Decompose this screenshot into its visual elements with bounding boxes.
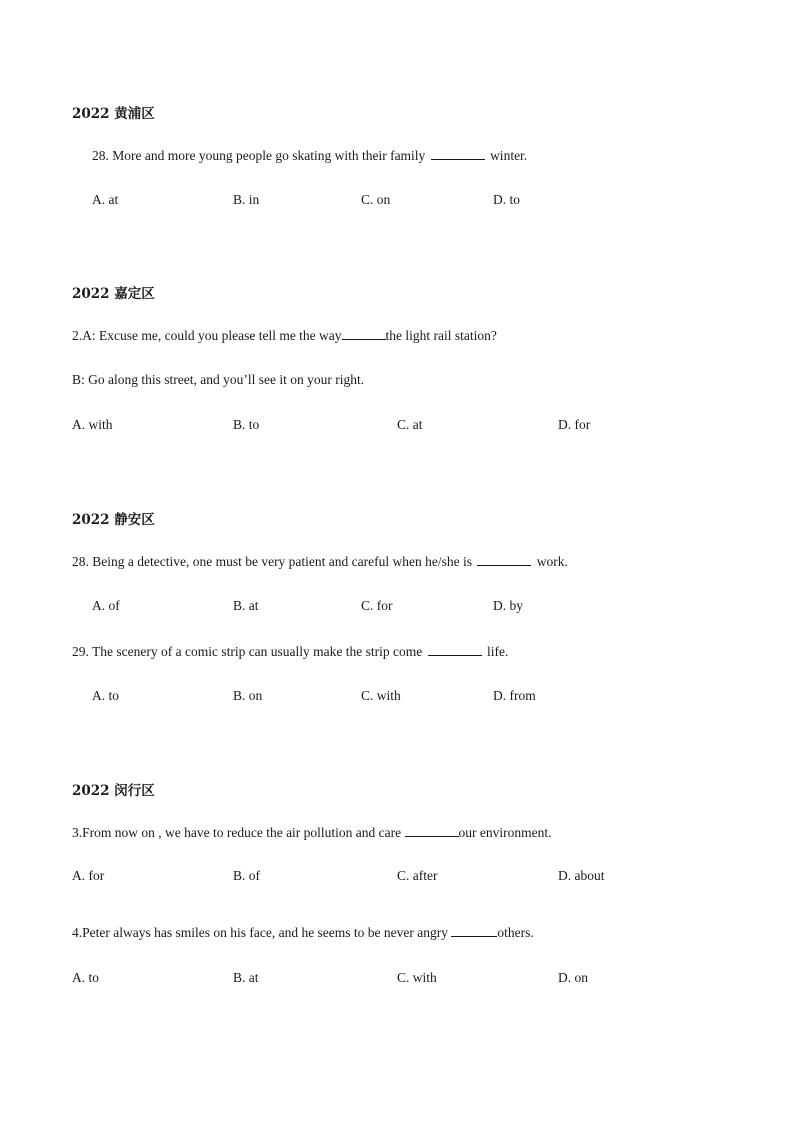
option-c: C. for <box>361 598 393 613</box>
question-text-end: life. <box>483 644 509 659</box>
option-d: D. from <box>493 688 536 703</box>
option-c: C. after <box>397 868 438 883</box>
answer-blank <box>428 643 482 656</box>
option-d: D. on <box>558 970 588 985</box>
question-text-end: the light rail station? <box>385 328 497 343</box>
option-d: D. to <box>493 192 520 207</box>
question-text-end: work. <box>533 554 568 569</box>
option-a: A. with <box>72 417 113 432</box>
option-b: B. on <box>233 688 263 703</box>
question-text-end: winter. <box>486 148 528 163</box>
option-a: A. of <box>92 598 120 613</box>
option-d: D. about <box>558 868 605 883</box>
question-text: 29. The scenery of a comic strip can usually make the strip come <box>72 644 426 659</box>
section-header-minhang: 2022 闵行区 <box>72 783 155 799</box>
option-a: A. to <box>92 688 119 703</box>
option-b: B. at <box>233 970 259 985</box>
option-d: D. by <box>493 598 523 613</box>
question-text-end: our environment. <box>458 825 552 840</box>
option-a: A. at <box>92 192 119 207</box>
option-c: C. with <box>397 970 437 985</box>
answer-blank <box>477 553 531 566</box>
answer-blank <box>431 147 485 160</box>
section-header-jingan: 2022 静安区 <box>72 512 155 528</box>
question-2-response: B: Go along this street, and you’ll see it on your right. <box>72 372 365 387</box>
option-a: A. for <box>72 868 105 883</box>
question-3-minhang <box>72 824 552 841</box>
question-4-minhang <box>72 924 534 941</box>
question-28-jingan <box>72 553 568 570</box>
question-text: 28. More and more young people go skating with their family <box>92 148 429 163</box>
question-text: 4.Peter always has smiles on his face, and he seems to be never angry <box>72 925 452 940</box>
option-c: C. on <box>361 192 391 207</box>
option-d: D. for <box>558 417 591 432</box>
option-b: B. at <box>233 598 259 613</box>
answer-blank <box>342 327 386 340</box>
option-c: C. with <box>361 688 401 703</box>
option-a: A. to <box>72 970 99 985</box>
question-text: 2.A: Excuse me, could you please tell me the way <box>72 328 342 343</box>
question-2-jiading <box>72 327 497 344</box>
option-b: B. to <box>233 417 260 432</box>
option-b: B. in <box>233 192 260 207</box>
question-text-end: others. <box>497 925 534 940</box>
option-b: B. of <box>233 868 260 883</box>
section-header-jiading: 2022 嘉定区 <box>72 286 155 302</box>
question-28-huangpu <box>92 147 527 164</box>
option-c: C. at <box>397 417 423 432</box>
answer-blank <box>405 824 459 837</box>
section-header-huangpu: 2022 黄浦区 <box>72 106 155 122</box>
answer-blank <box>451 924 497 937</box>
question-text: 28. Being a detective, one must be very patient and careful when he/she is <box>72 554 476 569</box>
question-29-jingan <box>72 643 508 660</box>
question-text: 3.From now on , we have to reduce the air pollution and care <box>72 825 405 840</box>
